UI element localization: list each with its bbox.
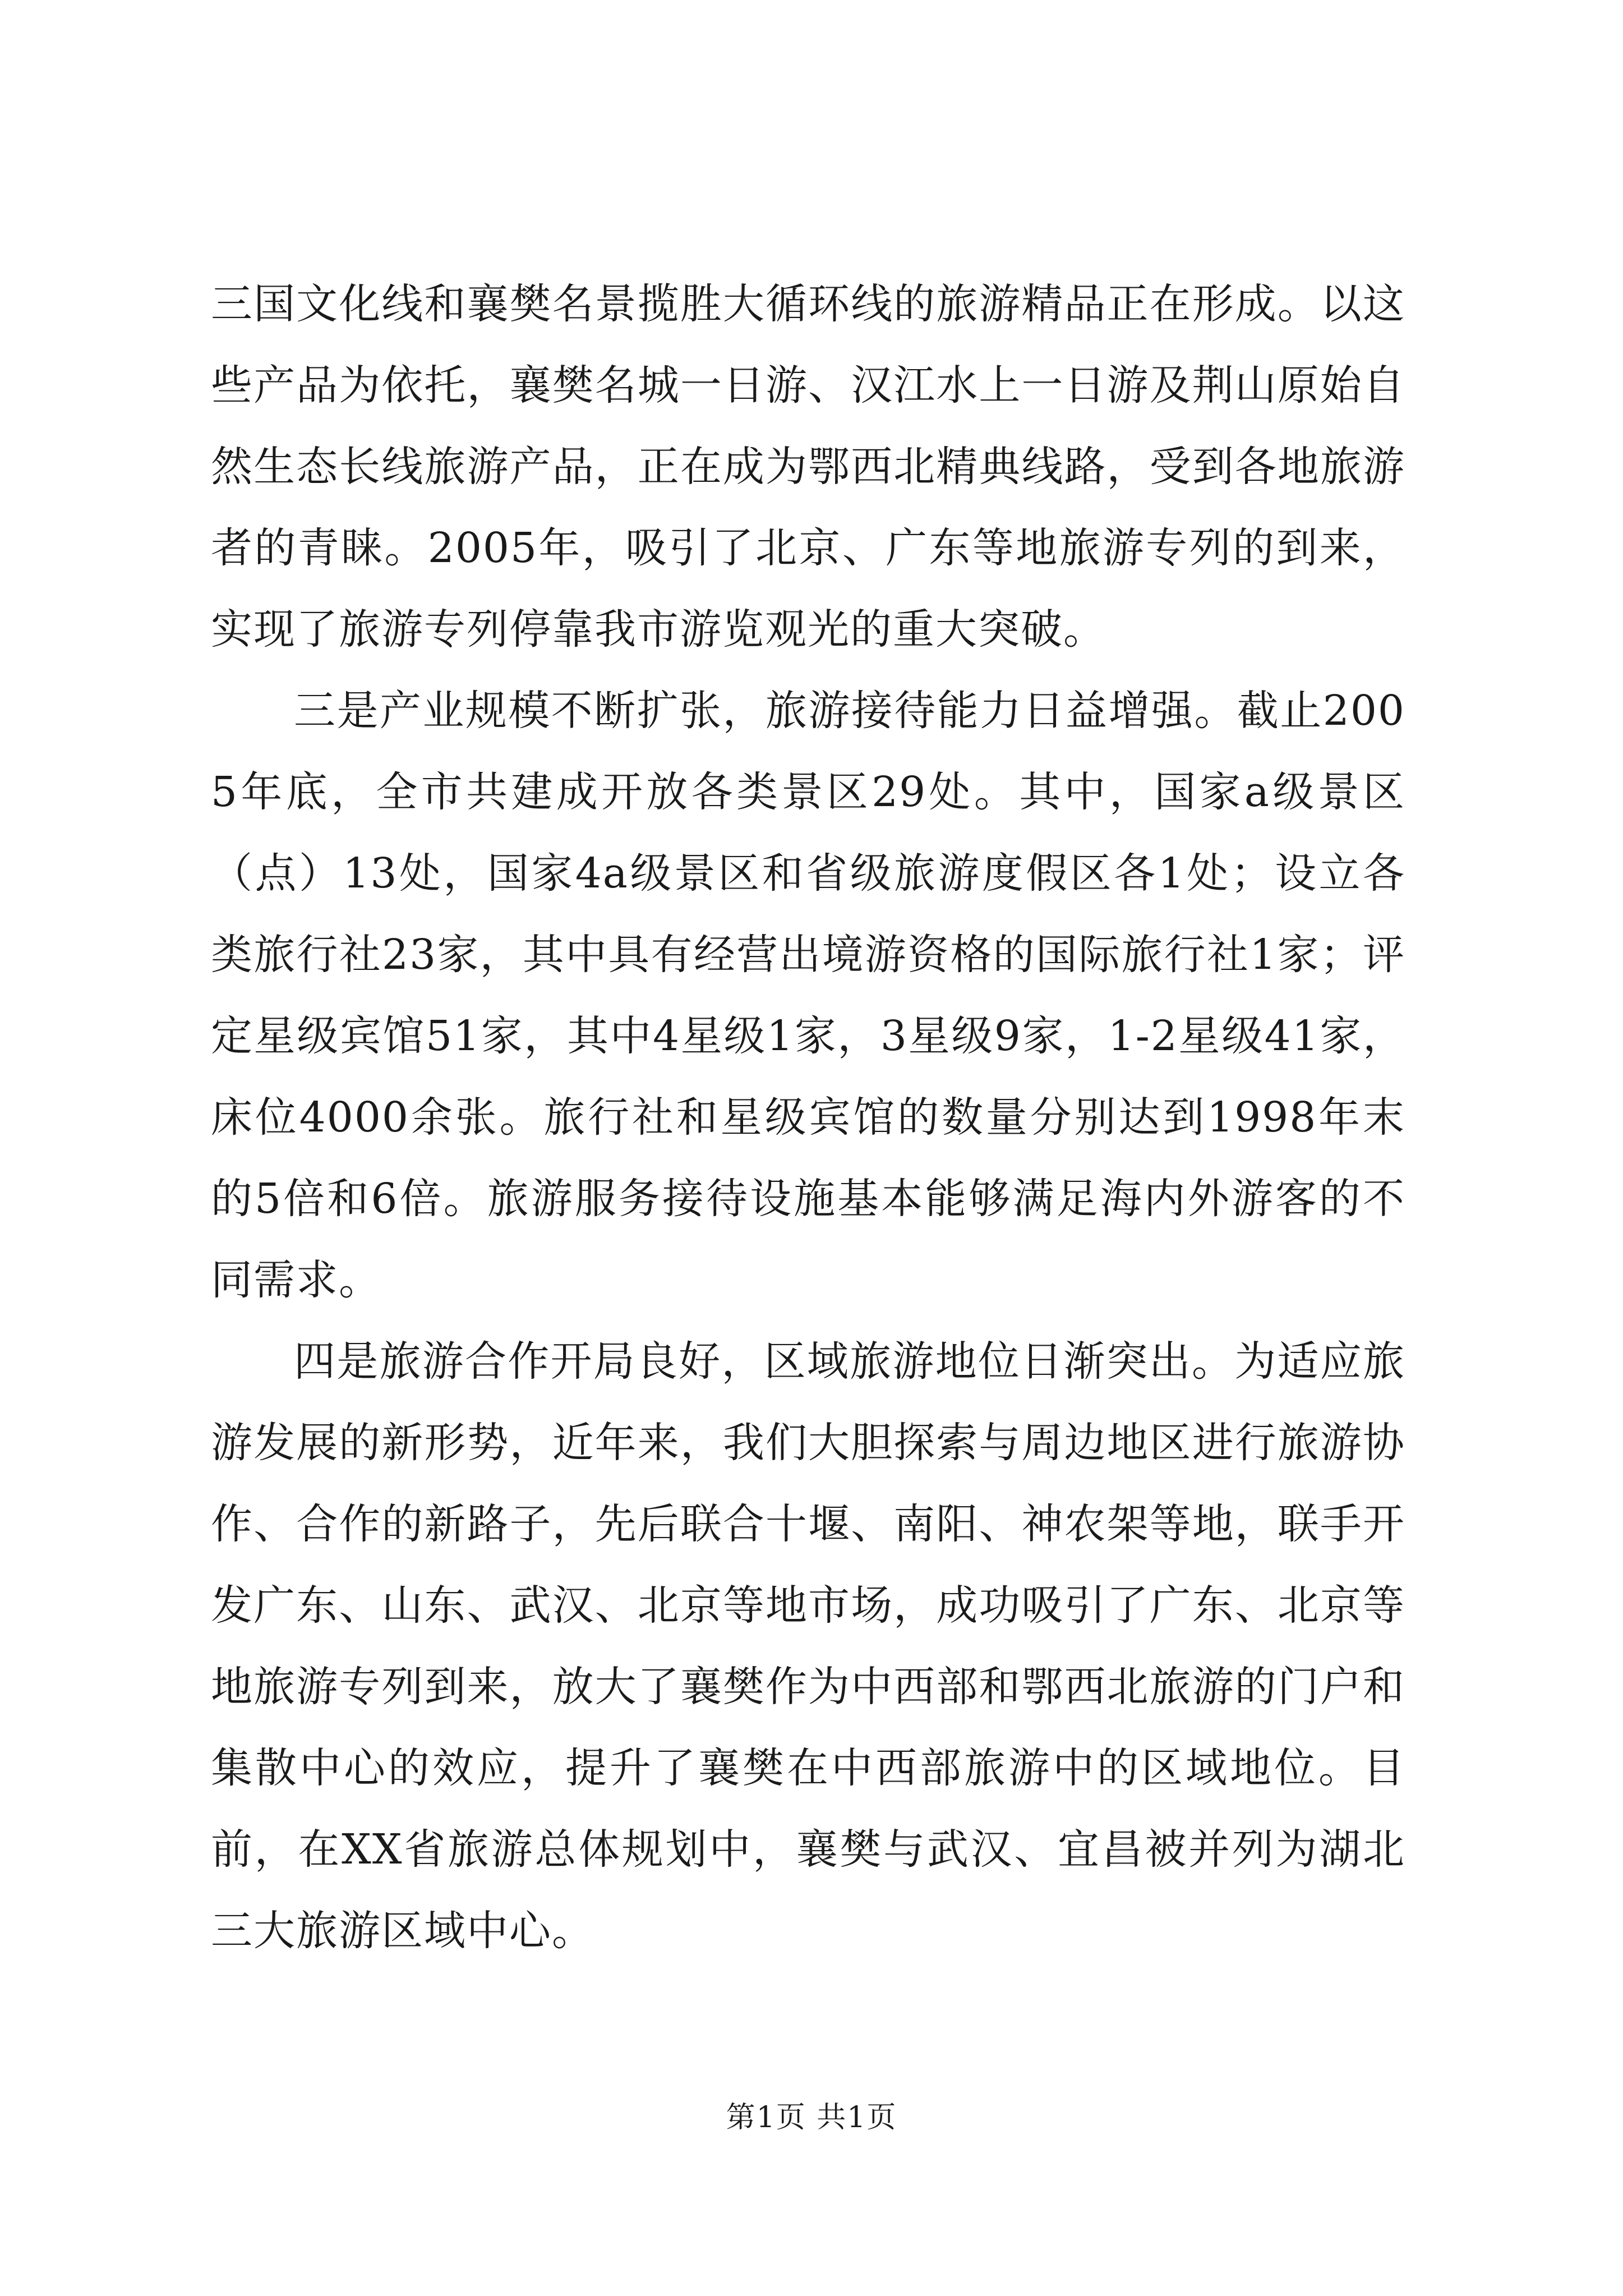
paragraph-1: 三国文化线和襄樊名景揽胜大循环线的旅游精品正在形成。以这些产品为依托，襄樊名城一日游、汉江水上一日游及荆山原始自然生态长线旅游产品，正在成为鄂西北精典线路，受到各地旅游者的青睐。2005年，吸引了北京、广东等地旅游专列的到来，实现了旅游专列停靠我市游览观光的重大突破。 [211,280,1405,654]
document-body [211,264,1405,1972]
paragraph-2: 三是产业规模不断扩张，旅游接待能力日益增强。截止2005年底，全市共建成开放各类景区29处。其中，国家a级景区（点）13处，国家4a级景区和省级旅游度假区各1处；设立各类旅行社23家，其中具有经营出境游资格的国际旅行社1家；评定星级宾馆51家，其中4星级1家，3星级9家，1-2星级41家，床位4000余张。旅行社和星级宾馆的数量分别达到1998年末的5倍和6倍。旅游服务接待设施基本能够满足海内外游客的不同需求。 [211,687,1405,1304]
paragraph-3: 四是旅游合作开局良好，区域旅游地位日渐突出。为适应旅游发展的新形势，近年来，我们大胆探索与周边地区进行旅游协作、合作的新路子，先后联合十堰、南阳、神农架等地，联手开发广东、山东、武汉、北京等地市场，成功吸引了广东、北京等地旅游专列到来，放大了襄樊作为中西部和鄂西北旅游的门户和集散中心的效应，提升了襄樊在中西部旅游中的区域地位。目前，在XX省旅游总体规划中，襄樊与武汉、宜昌被并列为湖北三大旅游区域中心。 [211,1337,1405,1955]
page-number-footer: 第1页 共1页 [726,2101,897,2134]
